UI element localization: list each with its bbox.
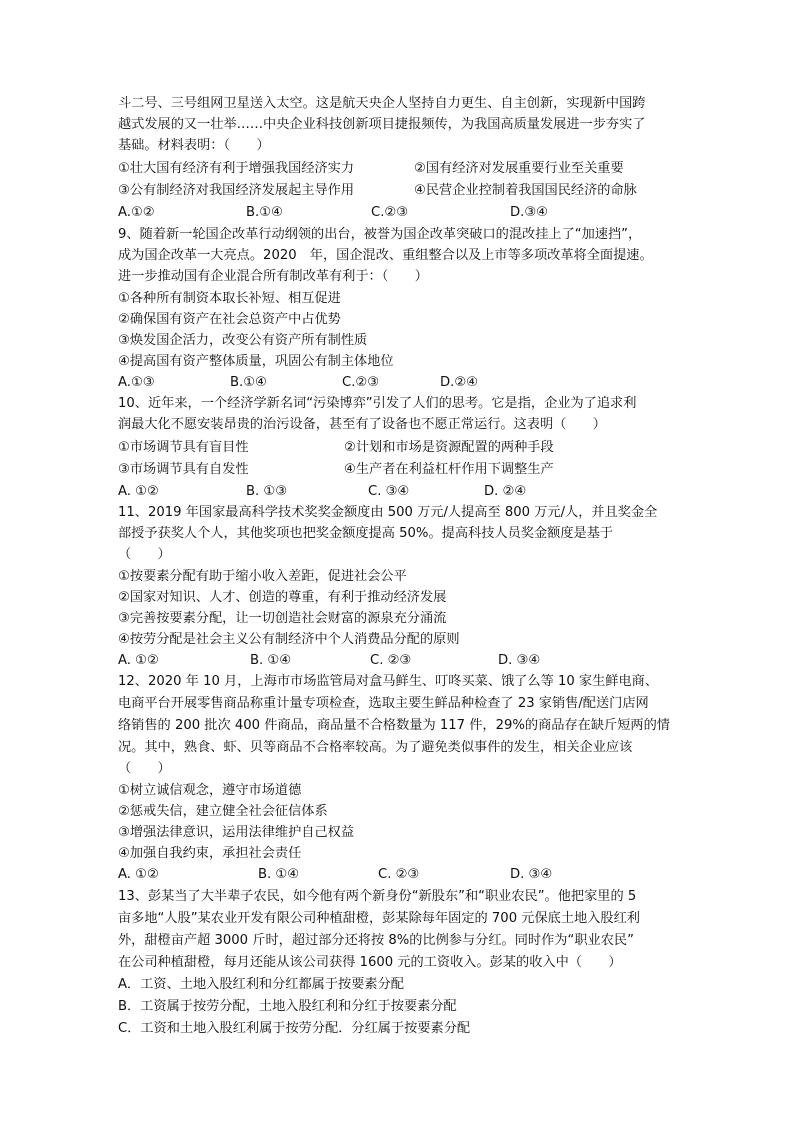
- q11-option-d: D. ③④: [498, 653, 541, 668]
- q8-statement: ④民营企业控制着我国国民经济的命脉: [414, 183, 637, 198]
- q11-statement: ②国家对知识、人才、创造的尊重，有利于推动经济发展: [118, 590, 447, 605]
- q13-text-line: 13、彭某当了大半辈子农民，如今他有两个新身份“新股东”和“职业农民”。他把家里的 5: [118, 889, 637, 904]
- q8-text-line: 斗二号、三号组网卫星送入太空。这是航天央企人坚持自力更生、自主创新，实现新中国跨: [118, 96, 646, 111]
- q10-text-line: 润最大化不愿安装昂贵的治污设备，甚至有了设备也不愿正常运行。这表明（ ）: [118, 417, 606, 432]
- q12-option-b: B. ①④: [258, 867, 300, 882]
- q8-text-line: 基础。材料表明：（ ）: [118, 138, 270, 153]
- q8-statement: ③公有制经济对我国经济发展起主导作用: [118, 183, 355, 198]
- q10-statement: ②计划和市场是资源配置的两种手段: [344, 440, 554, 455]
- q12-statement: ①树立诚信观念，遵守市场道德: [118, 783, 302, 798]
- q10-option-a: A. ①②: [118, 484, 159, 499]
- q13-option-b: B．工资属于按劳分配，土地入股红利和分红于按要素分配: [118, 999, 457, 1014]
- q9-statement: ③焕发国企活力，改变公有资产所有制性质: [118, 333, 368, 348]
- q9-text-line: 9、随着新一轮国企改革行动纲领的出台，被誉为国企改革突破口的混改挂上了“加速挡”，: [118, 227, 642, 242]
- q8-option-a: A.①②: [118, 205, 155, 220]
- q11-text-line: 部授予获奖人个人，其他奖项也把奖金额度提高 50%。提高科技人员奖金额度是基于: [118, 526, 614, 541]
- q12-text-line: 电商平台开展零售商品称重计量专项检查，选取主要生鲜品种检查了 23 家销售/配送门店网: [118, 696, 649, 711]
- q11-option-c: C. ②③: [370, 653, 412, 668]
- q8-statement: ①壮大国有经济有利于增强我国经济实力: [118, 161, 355, 176]
- q10-statement: ④生产者在利益杠杆作用下调整生产: [344, 462, 554, 477]
- q10-option-c: C. ③④: [368, 484, 410, 499]
- q9-option-d: D.②④: [440, 375, 478, 390]
- q9-text-line: 成为国企改革一大亮点。2020 年，国企混改、重组整合以及上市等多项改革将全面提速。: [118, 248, 653, 263]
- q9-statement: ④提高国有资产整体质量，巩固公有制主体地位: [118, 354, 394, 369]
- q11-statement: ①按要素分配有助于缩小收入差距，促进社会公平: [118, 569, 407, 584]
- q9-statement: ①各种所有制资本取长补短、相互促进: [118, 291, 341, 306]
- q13-option-a: A．工资、土地入股红利和分红都属于按要素分配: [118, 977, 404, 992]
- q12-option-d: D. ③④: [510, 867, 553, 882]
- q13-text-line: 在公司种植甜橙，每月还能从该公司获得 1600 元的工资收入。彭某的收入中（ ）: [118, 955, 622, 970]
- q10-option-d: D. ②④: [484, 484, 527, 499]
- q13-text-line: 亩多地“人股”某农业开发有限公司种植甜橙，彭某除每年固定的 700 元保底土地入股红利: [118, 911, 640, 926]
- q11-text-line: 11、2019 年国家最高科学技术奖奖金额度由 500 万元/人提高至 800 万元/人，并且奖金全: [118, 505, 658, 520]
- q9-statement: ②确保国有资产在社会总资产中占优势: [118, 312, 341, 327]
- q11-statement: ④按劳分配是社会主义公有制经济中个人消费品分配的原则: [118, 632, 460, 647]
- q9-option-b: B.①④: [230, 375, 267, 390]
- q12-text-line: 12、2020 年 10 月，上海市市场监管局对盒马鲜生、叮咚买菜、饿了么等 10 家生鲜电商、: [118, 674, 659, 689]
- q12-option-a: A. ①②: [118, 867, 159, 882]
- q9-text-line: 进一步推动国有企业混合所有制改革有利于：（ ）: [118, 269, 428, 284]
- q12-statement: ②惩戒失信，建立健全社会征信体系: [118, 804, 328, 819]
- q8-option-b: B.①④: [246, 205, 283, 220]
- q10-option-b: B. ①③: [246, 484, 288, 499]
- q8-option-c: C.②③: [371, 205, 409, 220]
- q12-option-c: C. ②③: [378, 867, 420, 882]
- q11-option-a: A. ①②: [118, 653, 159, 668]
- q11-statement: ③完善按要素分配，让一切创造社会财富的源泉充分涌流: [118, 611, 447, 626]
- q12-statement: ③增强法律意识，运用法律维护自己权益: [118, 825, 355, 840]
- q10-statement: ①市场调节具有盲目性: [118, 440, 249, 455]
- q10-text-line: 10、近年来，一个经济学新名词“污染博弈”引发了人们的思考。它是指，企业为了追求利: [118, 396, 637, 411]
- q11-option-b: B. ①④: [250, 653, 292, 668]
- q12-text-line: （ ）: [118, 761, 171, 776]
- q12-statement: ④加强自我约束，承担社会责任: [118, 846, 302, 861]
- q11-text-line: （ ）: [118, 547, 171, 562]
- q8-statement: ②国有经济对发展重要行业至关重要: [414, 161, 624, 176]
- q12-text-line: 络销售的 200 批次 400 件商品，商品量不合格数量为 117 件，29%的商品存在缺斤短两的情: [118, 718, 670, 733]
- q9-option-c: C.②③: [342, 375, 380, 390]
- q8-option-d: D.③④: [510, 205, 548, 220]
- q10-statement: ③市场调节具有自发性: [118, 462, 249, 477]
- q13-text-line: 外，甜橙亩产超 3000 斤时，超过部分还将按 8%的比例参与分红。同时作为“职业农民”: [118, 933, 634, 948]
- q12-text-line: 况。其中，熟食、虾、贝等商品不合格率较高。为了避免类似事件的发生，相关企业应该: [118, 740, 633, 755]
- q8-text-line: 越式发展的又一壮举……中央企业科技创新项目捷报频传，为我国高质量发展进一步夯实了: [118, 117, 646, 132]
- q9-option-a: A.①③: [118, 375, 155, 390]
- q13-option-c: C．工资和土地入股红利属于按劳分配．分红属于按要素分配: [118, 1021, 471, 1036]
